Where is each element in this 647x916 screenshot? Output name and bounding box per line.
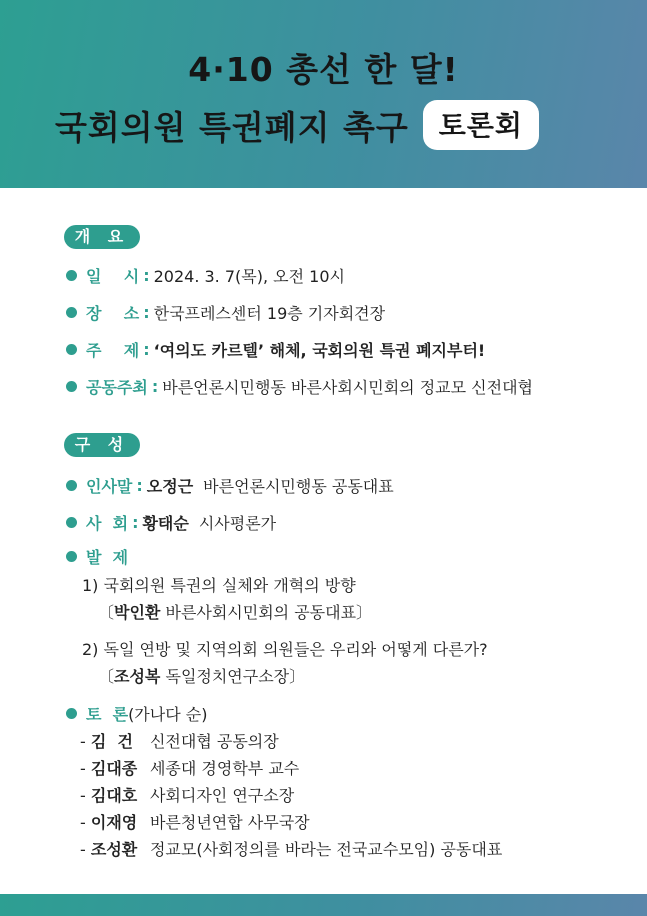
bullet-icon: [66, 307, 77, 318]
presenter-role: 독일정치연구소장: [165, 667, 290, 686]
colon-separator: :: [132, 513, 139, 532]
discussant-row: [80, 729, 279, 752]
person-role: 시사평론가: [198, 514, 277, 533]
person-role: 바른언론시민행동 공동대표: [203, 477, 394, 496]
presenter-name: 조성복: [114, 667, 161, 686]
program-row-presentation: [66, 545, 128, 568]
discussant-name: 조성환: [90, 840, 138, 859]
overview-value: 2024. 3. 7(목), 오전 10시: [153, 267, 345, 286]
bullet-icon: [66, 517, 77, 528]
discussant-role: 사회디자인 연구소장: [149, 786, 295, 805]
overview-value: ‘여의도 카르텔’ 해체, 국회의원 특권 폐지부터!: [153, 341, 486, 360]
discussant-role: 신전대협 공동의장: [149, 732, 279, 751]
discussant-name: 김대종: [90, 759, 138, 778]
bullet-icon: [66, 381, 77, 392]
footer-bar: [0, 894, 647, 916]
discussion-note: (가나다 순): [128, 705, 208, 724]
title-line-2: [55, 100, 595, 150]
discussant-row: [80, 783, 294, 806]
bullet-icon: [66, 551, 77, 562]
overview-label: 공동주최: [86, 378, 148, 397]
program-row-discussion: [66, 702, 207, 725]
bracket-close: 〕: [356, 603, 373, 622]
colon-separator: :: [143, 340, 150, 359]
discussant-row: [80, 810, 310, 833]
discussant-name: 김대호: [90, 786, 138, 805]
title-badge: 토론회: [423, 100, 539, 150]
colon-separator: :: [136, 476, 143, 495]
bullet-icon: [66, 270, 77, 281]
dash: -: [80, 786, 86, 805]
colon-separator: :: [151, 377, 159, 396]
person-name: 오정근: [146, 477, 194, 496]
discussant-name: 김 건: [90, 732, 133, 751]
discussant-role: 세종대 경영학부 교수: [149, 759, 300, 778]
dash: -: [80, 840, 86, 859]
discussant-role: 바른청년연합 사무국장: [149, 813, 310, 832]
overview-row-date: [66, 264, 345, 287]
section-label-program: 구 성: [64, 433, 140, 457]
dash: -: [80, 759, 86, 778]
colon-separator: :: [143, 266, 150, 285]
overview-row-topic: [66, 338, 485, 361]
discussant-name: 이재영: [90, 813, 138, 832]
program-row-greeting: [66, 474, 394, 497]
discussant-row: [80, 756, 299, 779]
person-name: 황태순: [142, 514, 189, 533]
title-line-1: 4·10 총선 한 달!: [188, 50, 459, 89]
dash: -: [80, 813, 86, 832]
overview-row-venue: [66, 301, 385, 324]
program-label: 발 제: [86, 548, 129, 567]
bullet-icon: [66, 480, 77, 491]
presenter-name: 박인환: [114, 603, 161, 622]
overview-label: 일 시: [86, 267, 140, 286]
program-label: 사 회: [86, 514, 129, 533]
program-row-moderator: [66, 511, 276, 534]
bracket-open: 〔: [98, 603, 115, 622]
presenter-role: 바른사회시민회의 공동대표: [165, 603, 357, 622]
presentation-presenter-2: [98, 664, 305, 687]
presentation-presenter-1: [98, 600, 372, 623]
title-main-text: 국회의원 특권폐지 촉구: [55, 107, 409, 147]
bullet-icon: [66, 708, 77, 719]
discussant-role: 정교모(사회정의를 바라는 전국교수모임) 공동대표: [149, 840, 503, 859]
bracket-close: 〕: [289, 667, 306, 686]
overview-label: 장 소: [86, 304, 140, 323]
presentation-item-1: 1) 국회의원 특권의 실체와 개혁의 방향: [82, 576, 356, 595]
bracket-open: 〔: [98, 667, 115, 686]
discussant-row: [80, 837, 502, 860]
header-banner: [0, 0, 647, 188]
overview-label: 주 제: [86, 341, 140, 360]
program-label: 토 론: [86, 705, 129, 724]
overview-value: 바른언론시민행동 바른사회시민회의 정교모 신전대협: [162, 378, 533, 397]
presentation-item-2: 2) 독일 연방 및 지역의회 의원들은 우리와 어떻게 다른가?: [82, 640, 488, 659]
overview-value: 한국프레스센터 19층 기자회견장: [153, 304, 386, 323]
colon-separator: :: [143, 303, 150, 322]
section-label-overview: 개 요: [64, 225, 140, 249]
program-label: 인사말: [86, 477, 133, 496]
overview-row-hosts: [66, 375, 533, 398]
dash: -: [80, 732, 86, 751]
bullet-icon: [66, 344, 77, 355]
